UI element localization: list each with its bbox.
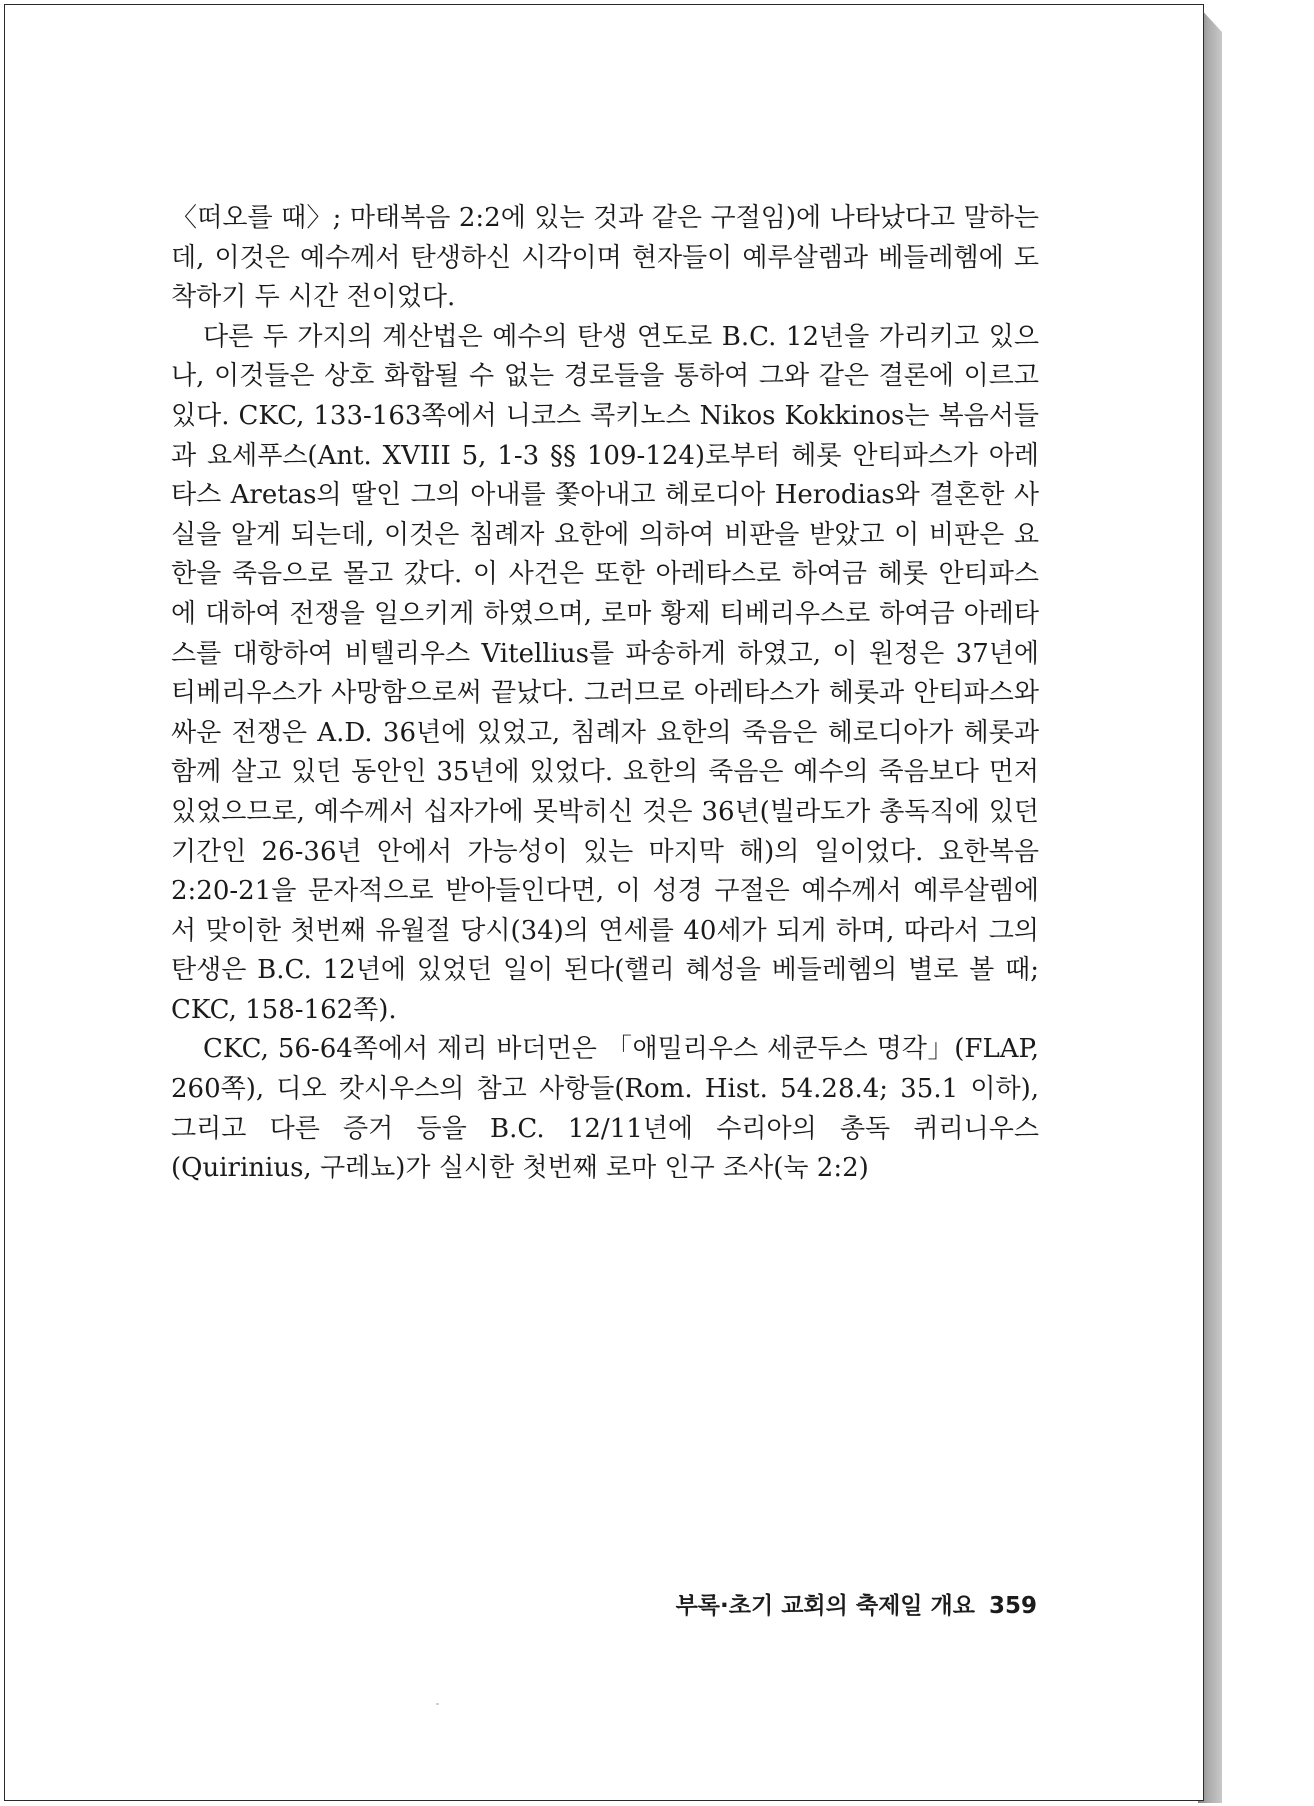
book-page <box>4 4 1204 1801</box>
paragraph-3: CKC, 56-64쪽에서 제리 바더먼은 「애밀리우스 세쿤두스 명각」(FLAP, 260쪽), 디오 캇시우스의 참고 사항들(Rom. Hist. 54.28.4; 35.1 이하), 그리고 다른 증거 등을 B.C. 12/11년에 수리아의 총독 퀴리니우스(Quirinius, 구레뇨)가 실시한 첫번째 로마 인구 조사(눅 2:2) <box>171 1034 1039 1184</box>
paragraph-1: 〈떠오를 때〉; 마태복음 2:2에 있는 것과 같은 구절임)에 나타났다고 말하는데, 이것은 예수께서 탄생하신 시각이며 현자들이 예루살렘과 베들레헴에 도착하기 두 시간 전이었다. <box>171 203 1039 313</box>
body-text <box>171 199 1039 1189</box>
paragraph-2: 다른 두 가지의 계산법은 예수의 탄생 연도로 B.C. 12년을 가리키고 있으나, 이것들은 상호 화합될 수 없는 경로들을 통하여 그와 같은 결론에 이르고 있다. CKC, 133-163쪽에서 니코스 콕키노스 Nikos Kokkinos는 복음서들과 요세푸스(Ant. XVIII 5, 1-3 §§ 109-124)로부터 헤롯 안티파스가 아레타스 Aretas의 딸인 그의 아내를 쫓아내고 헤로디아 Herodias와 결혼한 사실을 알게 되는데, 이것은 침례자 요한에 의하여 비판을 받았고 이 비판은 요한을 죽음으로 몰고 갔다. 이 사건은 또한 아레타스로 하여금 헤롯 안티파스에 대하여 전쟁을 일으키게 하였으며, 로마 황제 티베리우스로 하여금 아레타스를 대항하여 비텔리우스 Vitellius를 파송하게 하였고, 이 원정은 37년에 티베리우스가 사망함으로써 끝났다. 그러므로 아레타스가 헤롯과 안티파스와 싸운 전쟁은 A.D. 36년에 있었고, 침례자 요한의 죽음은 헤로디아가 헤롯과 함께 살고 있던 동안인 35년에 있었다. 요한의 죽음은 예수의 죽음보다 먼저 있었으므로, 예수께서 십자가에 못박히신 것은 36년(빌라도가 총독직에 있던 기간인 26-36년 안에서 가능성이 있는 마지막 해)의 일이었다. 요한복음 2:20-21을 문자적으로 받아들인다면, 이 성경 구절은 예수께서 예루살렘에서 맞이한 첫번째 유월절 당시(34)의 연세를 40세가 되게 하며, 따라서 그의 탄생은 B.C. 12년에 있었던 일이 된다(핼리 혜성을 베들레헴의 별로 볼 때; CKC, 158-162쪽). <box>171 321 1039 1025</box>
page-footer <box>5 1587 1037 1620</box>
scan-speck <box>436 1703 439 1705</box>
page-number: 359 <box>988 1593 1037 1619</box>
running-title: 부록·초기 교회의 축제일 개요 <box>675 1593 975 1619</box>
